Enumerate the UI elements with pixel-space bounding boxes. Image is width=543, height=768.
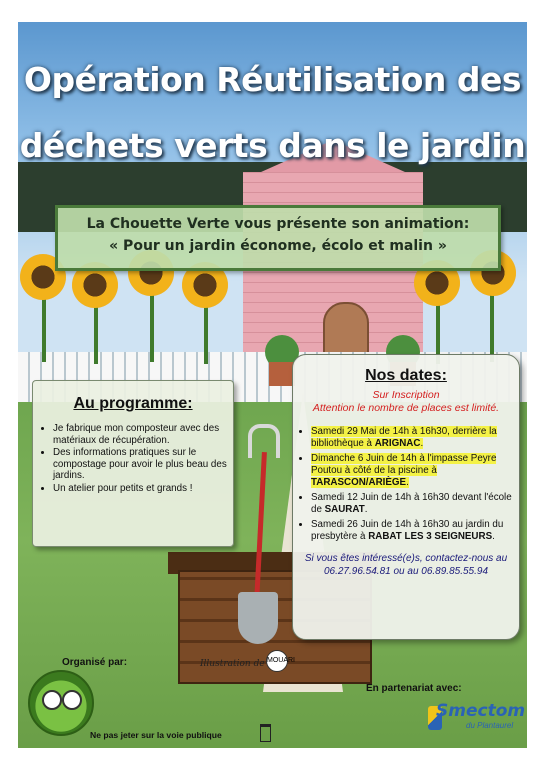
owl-eye-right <box>62 690 82 710</box>
shovel-icon <box>238 592 278 644</box>
animation-banner <box>55 205 501 271</box>
chouette-verte-logo <box>28 670 94 736</box>
places-limited-note: Attention le nombre de places est limité. <box>312 401 500 414</box>
programme-box <box>32 380 234 547</box>
date-item: • Samedi 26 Juin de 14h à 16h30 au jardin du presbytère à RABAT LES 3 SEIGNEURS. <box>311 519 513 543</box>
date-item: • Dimanche 6 Juin de 14h à l'impasse Peyre Poutou à côté de la piscine à TARASCON/ARIÈGE. <box>311 453 513 489</box>
illustration-credit: Illustration de <box>200 659 265 669</box>
dates-box <box>292 354 520 640</box>
owl-eye-left <box>42 690 62 710</box>
smectom-name: Smectom <box>436 701 526 721</box>
title-line-1: Opération Réutilisation des <box>23 60 522 99</box>
trash-bin-icon <box>260 724 271 742</box>
no-litter-notice: Ne pas jeter sur la voie publique <box>90 730 222 740</box>
poster <box>18 22 527 748</box>
programme-item: • Des informations pratiques sur le compostage pour avoir le plus beau des jardins. <box>53 447 227 482</box>
illustrator-logo: MOUARI <box>266 650 288 672</box>
programme-heading: Au programme: <box>73 395 193 412</box>
organiser-label: Organisé par: <box>62 657 128 668</box>
date-item: • Samedi 29 Mai de 14h à 16h30, derrière la bibliothèque à ARIGNAC. <box>311 426 513 450</box>
dates-heading: Nos dates: <box>365 367 447 384</box>
title-line-2: déchets verts dans le jardin <box>19 126 526 165</box>
registration-note: Sur Inscription <box>372 389 440 401</box>
dates-list <box>293 426 519 543</box>
banner-line-2: « Pour un jardin économe, écolo et malin » <box>109 238 447 254</box>
smectom-logo <box>436 701 526 730</box>
partner-label: En partenariat avec: <box>366 683 462 694</box>
programme-list <box>33 423 233 494</box>
smectom-subtitle: du Plantaurel <box>466 721 514 730</box>
programme-item: • Un atelier pour petits et grands ! <box>53 483 227 495</box>
contact-text: Si vous êtes intéressé(e)s, contactez-nous au 06.27.96.54.81 ou au 06.89.85.55.94 <box>304 553 508 577</box>
banner-line-1: La Chouette Verte vous présente son animation: <box>86 216 470 232</box>
programme-item: • Je fabrique mon composteur avec des matériaux de récupération. <box>53 423 227 446</box>
date-item: • Samedi 12 Juin de 14h à 16h30 devant l'école de SAURAT. <box>311 492 513 516</box>
